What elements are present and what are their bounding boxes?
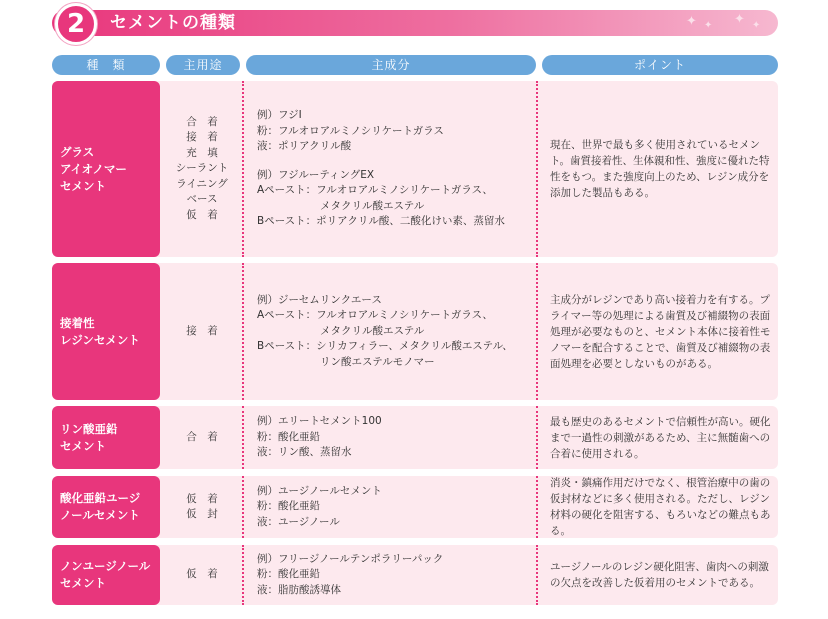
- composition-line: 粉：フルオロアルミノシリケートガラス: [257, 124, 444, 137]
- composition-line: Bペースト：シリカフィラー、メタクリル酸エステル、: [257, 340, 513, 353]
- composition-line: 粉：酸化亜鉛: [257, 568, 320, 581]
- cement-usage: 合 着: [186, 430, 218, 443]
- table-row: [52, 476, 778, 538]
- cement-type: 酸化亜鉛ユージ ノールセメント: [52, 476, 160, 538]
- cement-composition: [242, 476, 538, 538]
- table-row: [52, 263, 778, 400]
- section-number-badge: [55, 3, 97, 45]
- sparkle-icon: ✦: [686, 14, 697, 29]
- header-usage: 主用途: [166, 55, 240, 75]
- sparkle-icon: ✦: [704, 20, 713, 31]
- table-row: [52, 81, 778, 257]
- cement-point: 最も歴史のあるセメントで信頼性が高い。硬化まで一過性の刺激があるため、主に無髄歯への合着に使用される。: [550, 415, 771, 460]
- cement-point: 主成分がレジンであり高い接着力を有する。プライマー等の処理による歯質及び補綴物の表面処理が必要なものと、セメント本体に接着性モノマーを配合することで、歯質及び補綴物の表面処理を必要としないものがある。: [550, 293, 771, 370]
- cement-composition: [242, 263, 538, 400]
- composition-line: 例）ユージノールセメント: [257, 484, 382, 497]
- composition-line: 例）フジルーティングEX: [257, 168, 375, 181]
- cement-type: リン酸亜鉛 セメント: [52, 406, 160, 469]
- sparkle-icon: ✦: [734, 12, 745, 27]
- cement-usage: 合 着 接 着 充 填 シーラント ライニング ベース 仮 着: [175, 115, 229, 221]
- composition-line: 例）エリートセメント100: [257, 415, 382, 428]
- header-type: 種 類: [52, 55, 160, 75]
- composition-line: 粉：酸化亜鉛: [257, 500, 320, 513]
- cement-composition: [242, 545, 538, 605]
- composition-line: メタクリル酸エステル: [257, 199, 425, 212]
- section-title: セメントの種類: [110, 13, 236, 33]
- composition-line: Bペースト：ポリアクリル酸、二酸化けい素、蒸留水: [257, 215, 505, 228]
- composition-line: 例）フジⅠ: [257, 109, 302, 122]
- composition-line: 液：ポリアクリル酸: [257, 140, 352, 153]
- sparkle-icon: ✦: [752, 20, 761, 31]
- cement-type: グラス アイオノマー セメント: [52, 81, 160, 257]
- header-point: ポイント: [542, 55, 778, 75]
- composition-line: Aペースト：フルオロアルミノシリケートガラス、: [257, 309, 493, 322]
- cement-composition: [242, 406, 538, 469]
- table-row: [52, 406, 778, 469]
- header-composition: 主成分: [246, 55, 536, 75]
- section-number: 2: [66, 9, 86, 39]
- composition-line: 例）ジーセムリンクエース: [257, 293, 382, 306]
- composition-line: 粉：酸化亜鉛: [257, 430, 320, 443]
- cement-point: ユージノールのレジン硬化阻害、歯肉への刺激の欠点を改善した仮着用のセメントである。: [550, 561, 769, 589]
- composition-line: 液：リン酸、蒸留水: [257, 446, 352, 459]
- composition-line: メタクリル酸エステル: [257, 324, 425, 337]
- cement-usage: 仮 着: [186, 568, 218, 581]
- cement-point: 現在、世界で最も多く使用されているセメント。歯質接着性、生体親和性、強度に優れた特性をもつ。また強度向上のため、レジン成分を添加した製品もある。: [550, 139, 770, 199]
- cement-usage: 仮 着 仮 封: [186, 492, 218, 520]
- table-row: [52, 545, 778, 605]
- cement-point: 消炎・鎮痛作用だけでなく、根管治療中の歯の仮封材などに多く使用される。ただし、レジン材料の硬化を阻害する、もろいなどの難点もある。: [550, 477, 771, 537]
- composition-line: 例）フリージノールテンポラリーパック: [257, 552, 444, 565]
- cement-type: 接着性 レジンセメント: [52, 263, 160, 400]
- composition-line: Aペースト：フルオロアルミノシリケートガラス、: [257, 184, 493, 197]
- composition-line: 液：脂肪酸誘導体: [257, 583, 341, 596]
- cement-type: ノンユージノール セメント: [52, 545, 160, 605]
- composition-line: リン酸エステルモノマー: [257, 355, 435, 368]
- composition-line: 液：ユージノール: [257, 515, 340, 528]
- cement-usage: 接 着: [186, 324, 218, 337]
- cement-composition: [242, 81, 538, 257]
